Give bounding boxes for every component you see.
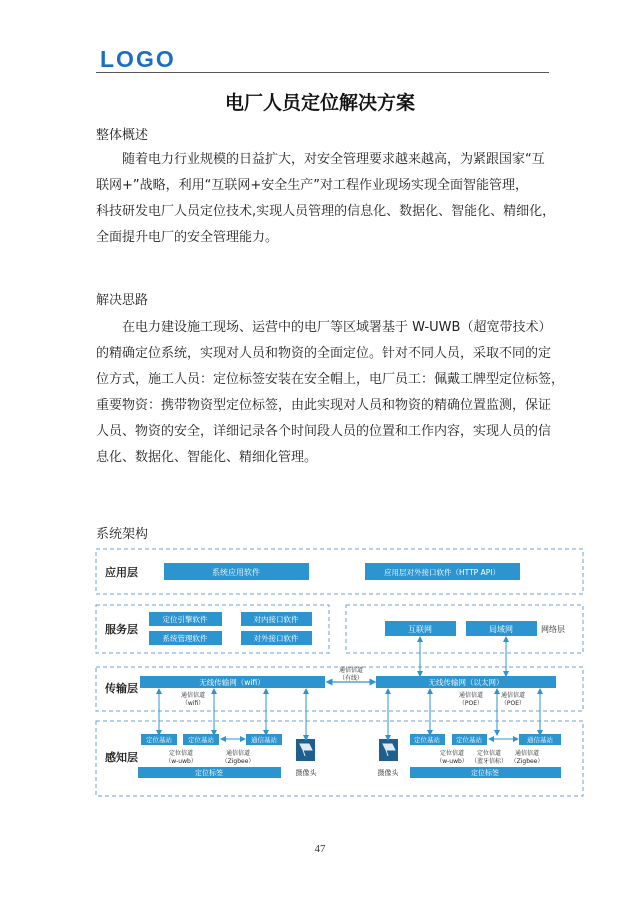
label-camera-right: 摄像头 bbox=[377, 769, 399, 777]
layer-label-service: 服务层 bbox=[105, 623, 138, 636]
label-r-pos-ch-1: 定位信道 bbox=[439, 750, 465, 757]
label-internet: 互联网 bbox=[408, 625, 432, 634]
paragraph-line: 息化、数据化、智能化、精细化管理。 bbox=[96, 450, 318, 465]
label-r-pos-ch-2: （w-uwb） bbox=[436, 758, 468, 765]
paragraph-line: 在电力建设施工现场、运营中的电厂等区域署基于 W-UWB（超宽带技术） bbox=[122, 320, 552, 335]
layer-label-transport: 传输层 bbox=[105, 682, 138, 695]
label-system-software: 系统应用软件 bbox=[212, 568, 260, 577]
label-r-bt-1: 定位信道 bbox=[476, 750, 502, 757]
label-ch-wifi-1: 通信信道 bbox=[180, 692, 206, 699]
paragraph-line: 科技研发电厂人员定位技术,实现人员管理的信息化、数据化、智能化、精细化， bbox=[96, 204, 556, 219]
label-comm-ch-2: （Zigbee） bbox=[221, 758, 255, 765]
section-heading-overview: 整体概述 bbox=[96, 128, 149, 143]
label-wifi-net: 无线传输网（wifi） bbox=[199, 678, 265, 687]
label-external: 对外接口软件 bbox=[253, 634, 299, 643]
paragraph-line: 的精确定位系统，实现对人员和物资的全面定位。针对不同人员，采取不同的定 bbox=[96, 346, 552, 361]
label-ch-poe-a1: 通信信道 bbox=[458, 692, 484, 699]
label-mgmt: 系统管理软件 bbox=[162, 634, 208, 643]
section-heading-architecture: 系统架构 bbox=[96, 527, 149, 542]
vertical-connectors bbox=[159, 639, 540, 738]
label-pos-ch-1: 定位信道 bbox=[168, 750, 194, 757]
page-title: 电厂人员定位解决方案 bbox=[224, 92, 415, 114]
label-r-comm-ch-1: 通信信道 bbox=[514, 750, 540, 757]
label-comm-base-left: 通信基站 bbox=[251, 736, 277, 744]
label-eth-net: 无线传输网（以太网） bbox=[428, 678, 504, 687]
label-comm-ch-1: 通信信道 bbox=[225, 750, 251, 757]
label-tag-right: 定位标签 bbox=[471, 769, 499, 777]
paragraph-line: 重要物资：携带物资型定位标签，由此实现对人员和物资的精确位置监测，保证 bbox=[96, 398, 552, 413]
label-comm-base-right: 通信基站 bbox=[527, 736, 553, 744]
label-internal-api: 对内接口软件 bbox=[253, 615, 299, 624]
label-base1: 定位基站 bbox=[146, 736, 172, 744]
label-base3: 定位基站 bbox=[414, 736, 440, 744]
paragraph-line: 联网+”战略，利用“互联网+安全生产”对工程作业现场实现全面智能管理， bbox=[96, 178, 528, 193]
label-wired-2: （有线） bbox=[338, 675, 364, 682]
label-ch-wifi-2: （wifi） bbox=[181, 700, 205, 707]
paragraph-line: 全面提升电厂的安全管理能力。 bbox=[96, 230, 279, 245]
label-network-layer: 网络层 bbox=[541, 625, 565, 634]
label-camera-left: 摄像头 bbox=[295, 769, 317, 777]
label-base2: 定位基站 bbox=[188, 736, 214, 744]
section-heading-approach: 解决思路 bbox=[96, 293, 149, 308]
label-ch-poe-a2: （POE） bbox=[458, 700, 484, 707]
label-pos-ch-2: （w-uwb） bbox=[165, 758, 197, 765]
layer-label-app: 应用层 bbox=[105, 566, 138, 579]
logo: LOGO bbox=[100, 46, 176, 72]
label-tag-left: 定位标签 bbox=[195, 769, 223, 777]
label-lan: 局域网 bbox=[489, 625, 513, 634]
label-ch-poe-b1: 通信信道 bbox=[500, 692, 526, 699]
layer-label-perception: 感知层 bbox=[105, 751, 138, 764]
label-external-api: 应用层对外接口软件（HTTP API） bbox=[384, 568, 500, 577]
label-wired-1: 通信信道 bbox=[338, 667, 364, 674]
page-number: 47 bbox=[314, 843, 326, 855]
paragraph-line: 人员、物资的安全，详细记录各个时间段人员的位置和工作内容，实现人员的信 bbox=[96, 424, 552, 439]
label-ch-poe-b2: （POE） bbox=[500, 700, 526, 707]
paragraph-line: 位方式，施工人员：定位标签安装在安全帽上，电厂员工：佩戴工牌型定位标签， bbox=[96, 372, 565, 387]
label-r-bt-2: （蓝牙信标） bbox=[470, 758, 508, 765]
label-base4: 定位基站 bbox=[456, 736, 482, 744]
label-r-comm-ch-2: （Zigbee） bbox=[510, 758, 544, 765]
paragraph-line: 随着电力行业规模的日益扩大，对安全管理要求越来越高，为紧跟国家“互 bbox=[122, 152, 545, 167]
label-engine: 定位引擎软件 bbox=[162, 615, 208, 624]
